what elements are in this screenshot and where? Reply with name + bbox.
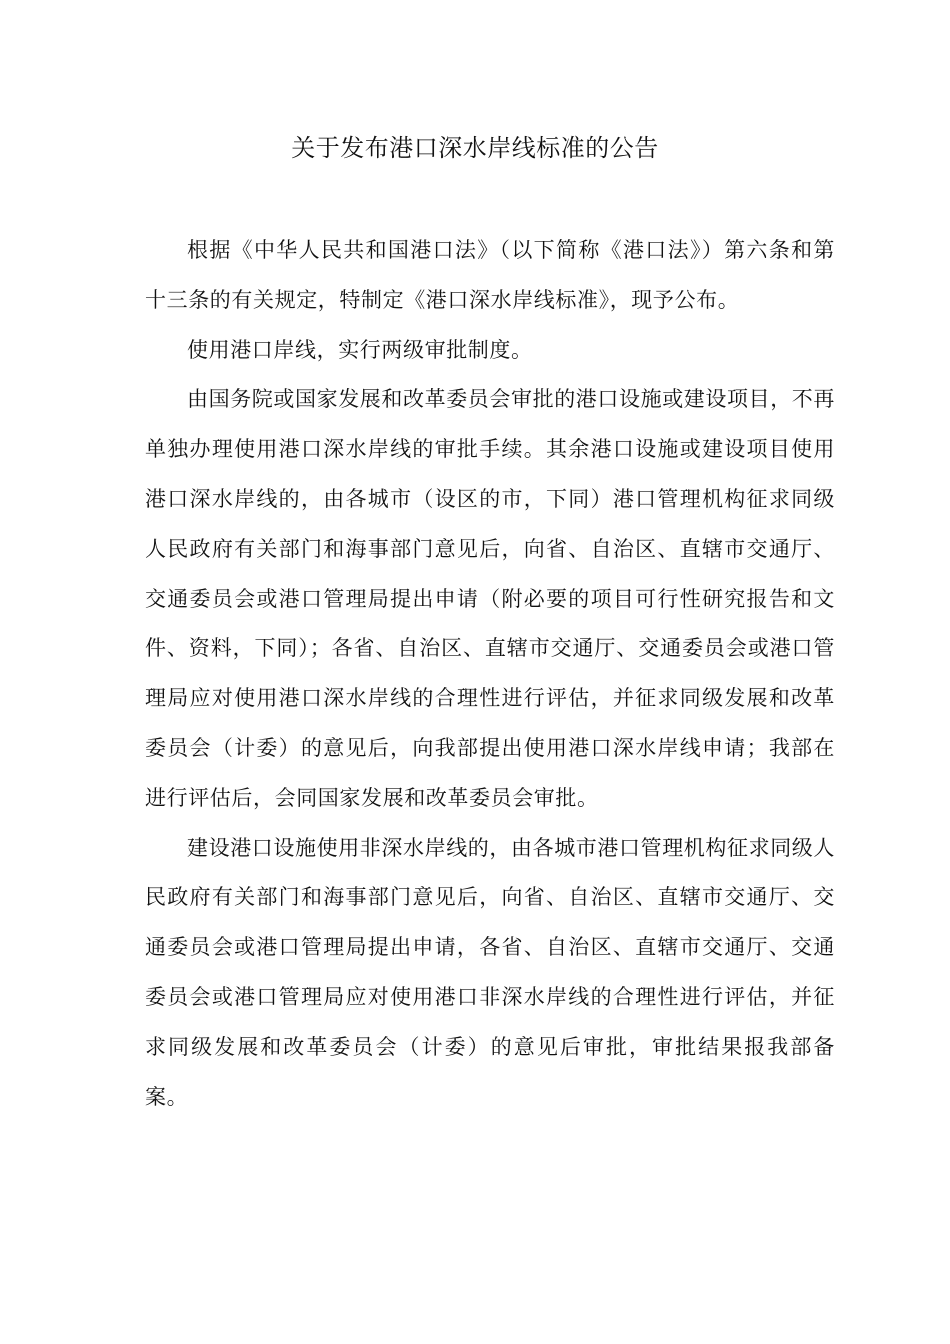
paragraph-legal-basis: 根据《中华人民共和国港口法》（以下简称《港口法》）第六条和第十三条的有关规定，特制定《港口深水岸线标准》，现予公布。 xyxy=(145,238,835,312)
document-body xyxy=(145,226,835,1122)
document-title: 关于发布港口深水岸线标准的公告 xyxy=(291,134,659,162)
paragraph-deep-water-approval: 由国务院或国家发展和改革委员会审批的港口设施或建设项目，不再单独办理使用港口深水岸线的审批手续。其余港口设施或建设项目使用港口深水岸线的，由各城市（设区的市，下同）港口管理机构征求同级人民政府有关部门和海事部门意见后，向省、自治区、直辖市交通厅、交通委员会或港口管理局提出申请（附必要的项目可行性研究报告和文件、资料，下同）；各省、自治区、直辖市交通厅、交通委员会或港口管理局应对使用港口深水岸线的合理性进行评估，并征求同级发展和改革委员会（计委）的意见后，向我部提出使用港口深水岸线申请；我部在进行评估后，会同国家发展和改革委员会审批。 xyxy=(145,387,835,810)
paragraph-two-level-approval: 使用港口岸线，实行两级审批制度。 xyxy=(187,337,533,362)
paragraph-non-deep-water-approval: 建设港口设施使用非深水岸线的，由各城市港口管理机构征求同级人民政府有关部门和海事部门意见后，向省、自治区、直辖市交通厅、交通委员会或港口管理局提出申请，各省、自治区、直辖市交通厅、交通委员会或港口管理局应对使用港口非深水岸线的合理性进行评估，并征求同级发展和改革委员会（计委）的意见后审批，审批结果报我部备案。 xyxy=(145,835,835,1109)
